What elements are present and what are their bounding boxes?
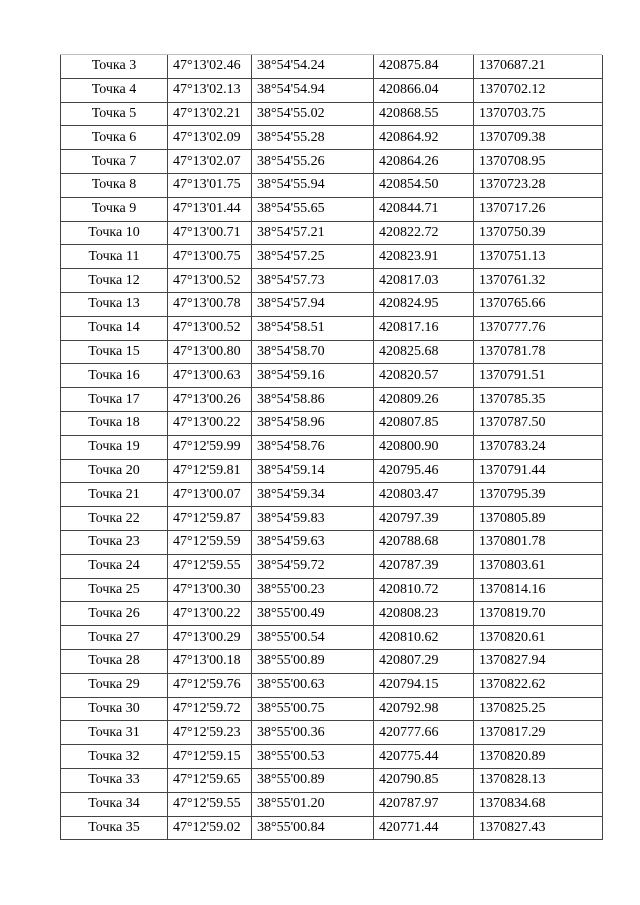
- longitude-cell: 38°54'59.14: [252, 459, 374, 483]
- x-coordinate-cell: 420844.71: [374, 197, 474, 221]
- longitude-cell: 38°54'59.72: [252, 554, 374, 578]
- latitude-cell: 47°13'02.21: [168, 102, 252, 126]
- latitude-cell: 47°13'02.46: [168, 55, 252, 78]
- point-name-cell: Точка 3: [61, 55, 168, 78]
- x-coordinate-cell: 420824.95: [374, 292, 474, 316]
- x-coordinate-cell: 420800.90: [374, 435, 474, 459]
- x-coordinate-cell: 420777.66: [374, 721, 474, 745]
- latitude-cell: 47°12'59.15: [168, 745, 252, 769]
- point-name-cell: Точка 21: [61, 483, 168, 507]
- y-coordinate-cell: 1370805.89: [474, 507, 603, 531]
- x-coordinate-cell: 420803.47: [374, 483, 474, 507]
- table-row: [61, 126, 603, 150]
- longitude-cell: 38°54'58.51: [252, 316, 374, 340]
- longitude-cell: 38°54'58.86: [252, 388, 374, 412]
- point-name-cell: Точка 11: [61, 245, 168, 269]
- longitude-cell: 38°54'55.65: [252, 197, 374, 221]
- point-name-cell: Точка 4: [61, 78, 168, 102]
- point-name-cell: Точка 25: [61, 578, 168, 602]
- x-coordinate-cell: 420854.50: [374, 173, 474, 197]
- point-name-cell: Точка 10: [61, 221, 168, 245]
- longitude-cell: 38°54'55.94: [252, 173, 374, 197]
- latitude-cell: 47°13'00.18: [168, 649, 252, 673]
- x-coordinate-cell: 420817.03: [374, 269, 474, 293]
- y-coordinate-cell: 1370825.25: [474, 697, 603, 721]
- y-coordinate-cell: 1370795.39: [474, 483, 603, 507]
- y-coordinate-cell: 1370761.32: [474, 269, 603, 293]
- table-row: [61, 721, 603, 745]
- table-row: [61, 316, 603, 340]
- longitude-cell: 38°54'59.63: [252, 530, 374, 554]
- point-name-cell: Точка 35: [61, 816, 168, 840]
- table-row: [61, 78, 603, 102]
- longitude-cell: 38°54'57.25: [252, 245, 374, 269]
- point-name-cell: Точка 9: [61, 197, 168, 221]
- point-name-cell: Точка 14: [61, 316, 168, 340]
- latitude-cell: 47°13'01.75: [168, 173, 252, 197]
- x-coordinate-cell: 420787.39: [374, 554, 474, 578]
- table-row: [61, 340, 603, 364]
- latitude-cell: 47°12'59.87: [168, 507, 252, 531]
- x-coordinate-cell: 420822.72: [374, 221, 474, 245]
- x-coordinate-cell: 420823.91: [374, 245, 474, 269]
- latitude-cell: 47°13'00.26: [168, 388, 252, 412]
- longitude-cell: 38°54'54.24: [252, 55, 374, 78]
- x-coordinate-cell: 420817.16: [374, 316, 474, 340]
- table-row: [61, 649, 603, 673]
- y-coordinate-cell: 1370751.13: [474, 245, 603, 269]
- longitude-cell: 38°55'01.20: [252, 792, 374, 816]
- point-name-cell: Точка 28: [61, 649, 168, 673]
- latitude-cell: 47°13'00.07: [168, 483, 252, 507]
- longitude-cell: 38°54'57.21: [252, 221, 374, 245]
- table-row: [61, 411, 603, 435]
- table-row: [61, 221, 603, 245]
- latitude-cell: 47°12'59.99: [168, 435, 252, 459]
- longitude-cell: 38°55'00.23: [252, 578, 374, 602]
- table-row: [61, 364, 603, 388]
- table-row: [61, 530, 603, 554]
- latitude-cell: 47°12'59.59: [168, 530, 252, 554]
- x-coordinate-cell: 420771.44: [374, 816, 474, 840]
- point-name-cell: Точка 32: [61, 745, 168, 769]
- longitude-cell: 38°55'00.89: [252, 768, 374, 792]
- longitude-cell: 38°55'00.75: [252, 697, 374, 721]
- y-coordinate-cell: 1370827.94: [474, 649, 603, 673]
- latitude-cell: 47°13'00.52: [168, 269, 252, 293]
- table-row: [61, 554, 603, 578]
- y-coordinate-cell: 1370777.76: [474, 316, 603, 340]
- x-coordinate-cell: 420775.44: [374, 745, 474, 769]
- point-name-cell: Точка 16: [61, 364, 168, 388]
- point-name-cell: Точка 18: [61, 411, 168, 435]
- y-coordinate-cell: 1370750.39: [474, 221, 603, 245]
- latitude-cell: 47°13'00.22: [168, 411, 252, 435]
- longitude-cell: 38°55'00.53: [252, 745, 374, 769]
- y-coordinate-cell: 1370703.75: [474, 102, 603, 126]
- table-row: [61, 626, 603, 650]
- x-coordinate-cell: 420797.39: [374, 507, 474, 531]
- point-name-cell: Точка 34: [61, 792, 168, 816]
- longitude-cell: 38°54'54.94: [252, 78, 374, 102]
- y-coordinate-cell: 1370783.24: [474, 435, 603, 459]
- longitude-cell: 38°54'59.16: [252, 364, 374, 388]
- table-row: [61, 150, 603, 174]
- longitude-cell: 38°54'59.34: [252, 483, 374, 507]
- point-name-cell: Точка 22: [61, 507, 168, 531]
- latitude-cell: 47°12'59.55: [168, 554, 252, 578]
- y-coordinate-cell: 1370781.78: [474, 340, 603, 364]
- table-row: [61, 197, 603, 221]
- latitude-cell: 47°13'02.07: [168, 150, 252, 174]
- x-coordinate-cell: 420810.62: [374, 626, 474, 650]
- x-coordinate-cell: 420807.29: [374, 649, 474, 673]
- x-coordinate-cell: 420825.68: [374, 340, 474, 364]
- table-row: [61, 768, 603, 792]
- longitude-cell: 38°55'00.54: [252, 626, 374, 650]
- x-coordinate-cell: 420864.26: [374, 150, 474, 174]
- table-row: [61, 435, 603, 459]
- x-coordinate-cell: 420790.85: [374, 768, 474, 792]
- point-name-cell: Точка 27: [61, 626, 168, 650]
- x-coordinate-cell: 420808.23: [374, 602, 474, 626]
- latitude-cell: 47°13'00.80: [168, 340, 252, 364]
- point-name-cell: Точка 13: [61, 292, 168, 316]
- longitude-cell: 38°54'55.28: [252, 126, 374, 150]
- table-row: [61, 602, 603, 626]
- y-coordinate-cell: 1370787.50: [474, 411, 603, 435]
- x-coordinate-cell: 420809.26: [374, 388, 474, 412]
- table-row: [61, 697, 603, 721]
- table-row: [61, 745, 603, 769]
- y-coordinate-cell: 1370819.70: [474, 602, 603, 626]
- table-row: [61, 507, 603, 531]
- point-name-cell: Точка 19: [61, 435, 168, 459]
- x-coordinate-cell: 420807.85: [374, 411, 474, 435]
- x-coordinate-cell: 420795.46: [374, 459, 474, 483]
- table-row: [61, 388, 603, 412]
- longitude-cell: 38°55'00.36: [252, 721, 374, 745]
- table-row: [61, 816, 603, 840]
- latitude-cell: 47°12'59.55: [168, 792, 252, 816]
- y-coordinate-cell: 1370709.38: [474, 126, 603, 150]
- y-coordinate-cell: 1370702.12: [474, 78, 603, 102]
- point-name-cell: Точка 15: [61, 340, 168, 364]
- x-coordinate-cell: 420875.84: [374, 55, 474, 78]
- point-name-cell: Точка 7: [61, 150, 168, 174]
- table-row: [61, 173, 603, 197]
- x-coordinate-cell: 420792.98: [374, 697, 474, 721]
- latitude-cell: 47°12'59.76: [168, 673, 252, 697]
- x-coordinate-cell: 420866.04: [374, 78, 474, 102]
- point-name-cell: Точка 26: [61, 602, 168, 626]
- y-coordinate-cell: 1370814.16: [474, 578, 603, 602]
- latitude-cell: 47°13'00.52: [168, 316, 252, 340]
- y-coordinate-cell: 1370708.95: [474, 150, 603, 174]
- table-row: [61, 792, 603, 816]
- latitude-cell: 47°12'59.72: [168, 697, 252, 721]
- coordinates-table-body: [61, 55, 603, 840]
- x-coordinate-cell: 420788.68: [374, 530, 474, 554]
- longitude-cell: 38°54'58.70: [252, 340, 374, 364]
- y-coordinate-cell: 1370817.29: [474, 721, 603, 745]
- y-coordinate-cell: 1370820.89: [474, 745, 603, 769]
- point-name-cell: Точка 17: [61, 388, 168, 412]
- latitude-cell: 47°13'02.13: [168, 78, 252, 102]
- latitude-cell: 47°13'00.22: [168, 602, 252, 626]
- point-name-cell: Точка 5: [61, 102, 168, 126]
- x-coordinate-cell: 420864.92: [374, 126, 474, 150]
- longitude-cell: 38°54'58.76: [252, 435, 374, 459]
- x-coordinate-cell: 420794.15: [374, 673, 474, 697]
- y-coordinate-cell: 1370785.35: [474, 388, 603, 412]
- longitude-cell: 38°55'00.63: [252, 673, 374, 697]
- table-row: [61, 102, 603, 126]
- table-row: [61, 55, 603, 78]
- latitude-cell: 47°12'59.23: [168, 721, 252, 745]
- y-coordinate-cell: 1370827.43: [474, 816, 603, 840]
- y-coordinate-cell: 1370822.62: [474, 673, 603, 697]
- table-row: [61, 459, 603, 483]
- point-name-cell: Точка 24: [61, 554, 168, 578]
- point-name-cell: Точка 30: [61, 697, 168, 721]
- latitude-cell: 47°13'02.09: [168, 126, 252, 150]
- latitude-cell: 47°13'00.63: [168, 364, 252, 388]
- point-name-cell: Точка 33: [61, 768, 168, 792]
- latitude-cell: 47°13'00.75: [168, 245, 252, 269]
- y-coordinate-cell: 1370828.13: [474, 768, 603, 792]
- y-coordinate-cell: 1370820.61: [474, 626, 603, 650]
- table-row: [61, 578, 603, 602]
- longitude-cell: 38°54'57.94: [252, 292, 374, 316]
- point-name-cell: Точка 6: [61, 126, 168, 150]
- longitude-cell: 38°54'55.02: [252, 102, 374, 126]
- y-coordinate-cell: 1370765.66: [474, 292, 603, 316]
- latitude-cell: 47°13'00.29: [168, 626, 252, 650]
- point-name-cell: Точка 23: [61, 530, 168, 554]
- latitude-cell: 47°12'59.81: [168, 459, 252, 483]
- longitude-cell: 38°55'00.89: [252, 649, 374, 673]
- x-coordinate-cell: 420810.72: [374, 578, 474, 602]
- longitude-cell: 38°54'55.26: [252, 150, 374, 174]
- table-row: [61, 245, 603, 269]
- point-name-cell: Точка 12: [61, 269, 168, 293]
- point-name-cell: Точка 31: [61, 721, 168, 745]
- y-coordinate-cell: 1370791.51: [474, 364, 603, 388]
- latitude-cell: 47°13'00.78: [168, 292, 252, 316]
- point-name-cell: Точка 29: [61, 673, 168, 697]
- y-coordinate-cell: 1370834.68: [474, 792, 603, 816]
- table-row: [61, 673, 603, 697]
- longitude-cell: 38°54'58.96: [252, 411, 374, 435]
- table-row: [61, 483, 603, 507]
- y-coordinate-cell: 1370801.78: [474, 530, 603, 554]
- y-coordinate-cell: 1370723.28: [474, 173, 603, 197]
- latitude-cell: 47°13'01.44: [168, 197, 252, 221]
- coordinates-table: [60, 55, 603, 840]
- latitude-cell: 47°13'00.71: [168, 221, 252, 245]
- longitude-cell: 38°55'00.84: [252, 816, 374, 840]
- longitude-cell: 38°55'00.49: [252, 602, 374, 626]
- x-coordinate-cell: 420787.97: [374, 792, 474, 816]
- x-coordinate-cell: 420868.55: [374, 102, 474, 126]
- latitude-cell: 47°12'59.02: [168, 816, 252, 840]
- y-coordinate-cell: 1370791.44: [474, 459, 603, 483]
- y-coordinate-cell: 1370687.21: [474, 55, 603, 78]
- latitude-cell: 47°13'00.30: [168, 578, 252, 602]
- table-row: [61, 269, 603, 293]
- longitude-cell: 38°54'59.83: [252, 507, 374, 531]
- table-row: [61, 292, 603, 316]
- y-coordinate-cell: 1370717.26: [474, 197, 603, 221]
- y-coordinate-cell: 1370803.61: [474, 554, 603, 578]
- x-coordinate-cell: 420820.57: [374, 364, 474, 388]
- point-name-cell: Точка 8: [61, 173, 168, 197]
- latitude-cell: 47°12'59.65: [168, 768, 252, 792]
- longitude-cell: 38°54'57.73: [252, 269, 374, 293]
- point-name-cell: Точка 20: [61, 459, 168, 483]
